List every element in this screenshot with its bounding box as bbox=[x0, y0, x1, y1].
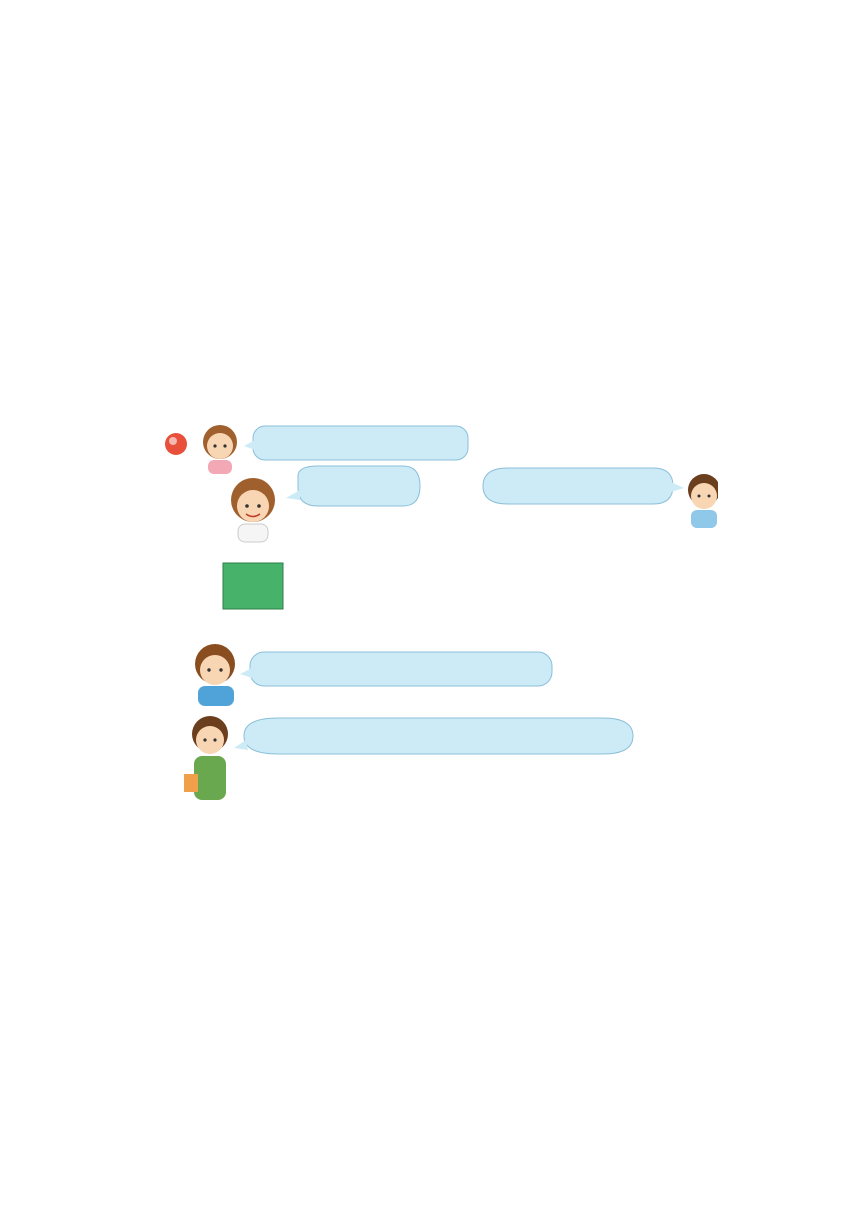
teacher-avatar-icon bbox=[184, 716, 228, 800]
girl-avatar-icon bbox=[203, 425, 237, 474]
girl-avatar-icon bbox=[231, 478, 275, 542]
red-dot-icon bbox=[165, 433, 187, 455]
textbook-illustration bbox=[158, 418, 718, 943]
boy-avatar-icon bbox=[688, 474, 718, 528]
speech-bubble-2 bbox=[286, 466, 420, 506]
boy-avatar-icon bbox=[195, 644, 235, 706]
speech-bubble-3 bbox=[483, 468, 684, 504]
speech-bubble-5 bbox=[234, 718, 633, 754]
speech-bubble-4 bbox=[240, 652, 552, 686]
speech-bubble-1 bbox=[244, 426, 468, 460]
hundred-flat-block bbox=[223, 563, 283, 609]
